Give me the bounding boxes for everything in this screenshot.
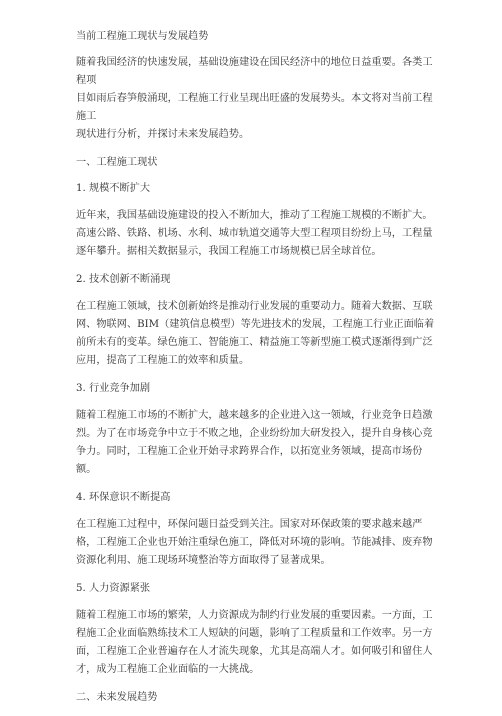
intro-paragraph (76, 54, 436, 144)
item-body-4: 在工程施工过程中，环保问题日益受到关注。国家对环保政策的要求越来越严格，工程施工企业也开始注重绿色施工，降低对环境的影响。节能减排、废弃物资源化利用、施工现场环境整治等方面取得了显著成果。 (76, 519, 433, 566)
document-page (76, 28, 436, 716)
item-body-5: 随着工程施工市场的繁荣，人力资源成为制约行业发展的重要因素。一方面，工程施工企业面临熟练技术工人短缺的问题，影响了工程质量和工作效率。另一方面，工程施工企业普遍存在人才流失现象，尤其是高端人才。如何吸引和留住人才，成为工程施工企业面临的一大挑战。 (76, 610, 433, 675)
item-heading-4: 4. 环保意识不断提高 (76, 492, 171, 503)
item-heading-3: 3. 行业竞争加剧 (76, 383, 151, 394)
item-heading-1: 1. 规模不断扩大 (76, 183, 151, 194)
item-heading-2: 2. 技术创新不断涌现 (76, 274, 171, 285)
section-heading-2: 二、未来发展趋势 (76, 692, 158, 703)
item-body-3: 随着工程施工市场的不断扩大，越来越多的企业进入这一领域，行业竞争日趋激烈。为了在市场竞争中立于不败之地，企业纷纷加大研发投入，提升自身核心竞争力。同时，工程施工企业开始寻求跨界合作，以拓宽业务领域，提高市场份额。 (76, 410, 433, 475)
item-body-2: 在工程施工领域，技术创新始终是推动行业发展的重要动力。随着大数据、互联网、物联网、BIM（建筑信息模型）等先进技术的发展，工程施工行业正面临着前所未有的变革。绿色施工、智能施工、精益施工等新型施工模式逐渐得到广泛应用，提高了工程施工的效率和质量。 (76, 301, 435, 366)
intro-line-2: 目如雨后春笋般涌现，工程施工行业呈现出旺盛的发展势头。本文将对当前工程施工 (76, 93, 433, 122)
document-title: 当前工程施工现状与发展趋势 (76, 31, 209, 42)
item-body-1: 近年来，我国基础设施建设的投入不断加大，推动了工程施工规模的不断扩大。高速公路、铁路、机场、水利、城市轨道交通等大型工程项目纷纷上马，工程量逐年攀升。据相关数据显示，我国工程施工市场规模已居全球首位。 (76, 210, 433, 257)
item-heading-5: 5. 人力资源紧张 (76, 583, 151, 594)
intro-line-3: 现状进行分析，并探讨未来发展趋势。 (76, 129, 250, 140)
section-heading-1: 一、工程施工现状 (76, 157, 158, 168)
intro-line-1: 随着我国经济的快速发展，基础设施建设在国民经济中的地位日益重要。各类工程项 (76, 57, 433, 86)
